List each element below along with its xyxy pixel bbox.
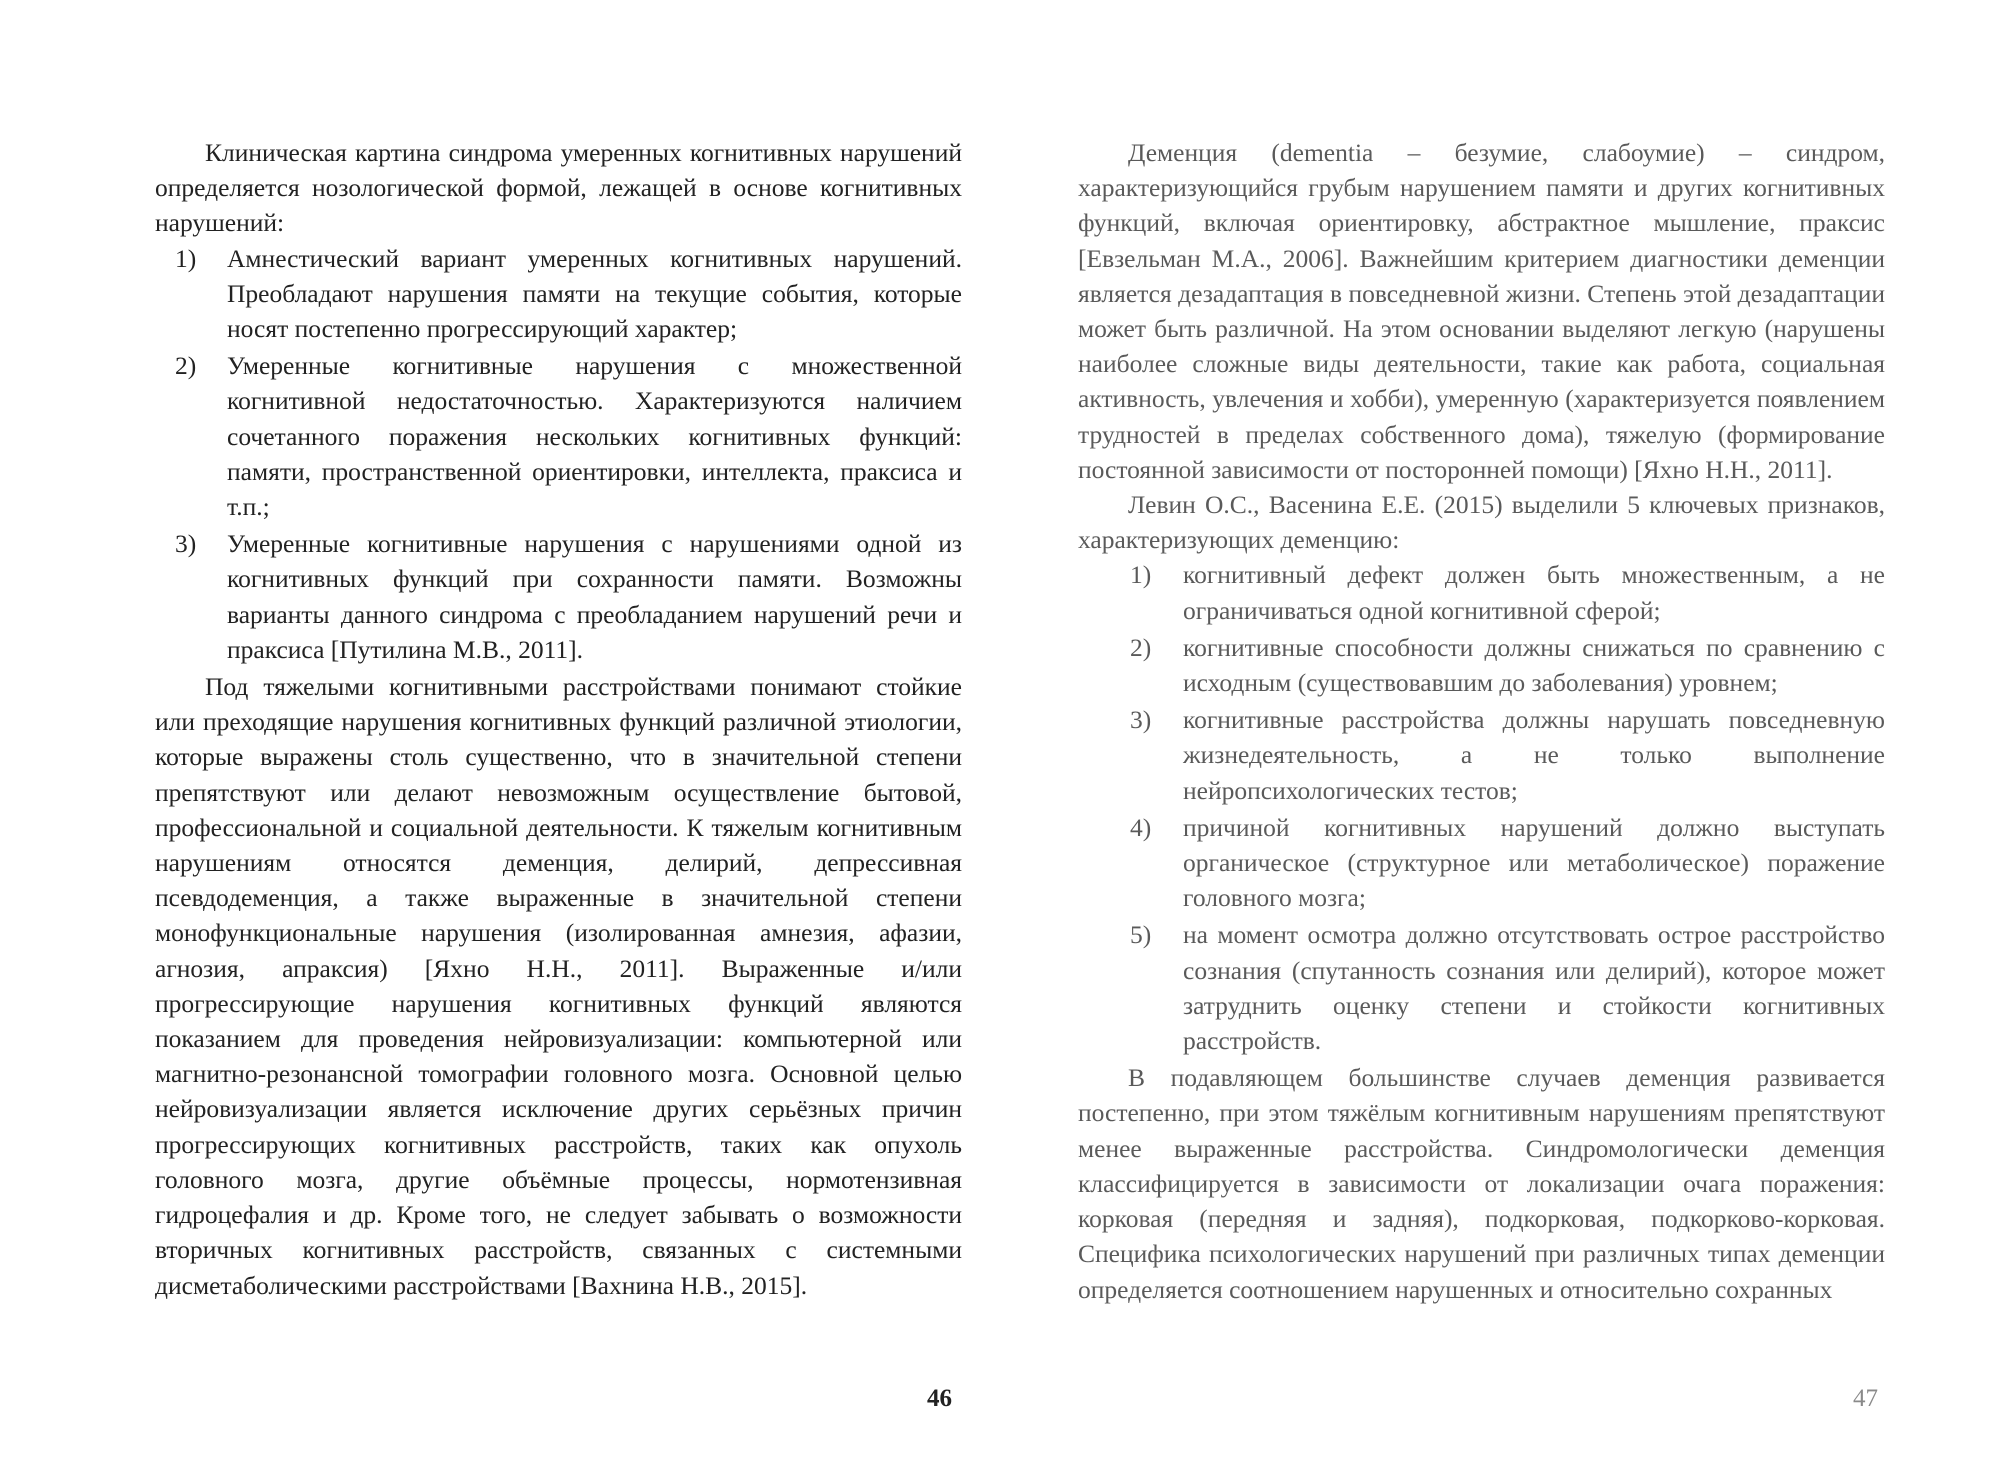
- left-numbered-list: [155, 241, 962, 667]
- list-item-number: 1): [1130, 560, 1152, 590]
- list-item: [1078, 702, 1885, 808]
- right-paragraph-dementia-classification: В подавляющем большинстве случаев деменция развивается постепенно, при этом тяжёлым когнитивным нарушениям препятствуют менее выраженные расстройства. Синдромологически деменция классифицируется в зависимости от локализации очага поражения: корковая (передняя и задняя), подкорковая, подкорково-корковая. Специфика психологических нарушений при различных типах деменции определяется соотношением нарушенных и относительно сохранных: [1078, 1063, 1885, 1304]
- list-item-number: 4): [1130, 812, 1152, 842]
- right-paragraph-criteria-intro: Левин О.С., Васенина Е.Е. (2015) выделили 5 ключевых признаков, характеризующих деменцию:: [1078, 490, 1885, 555]
- list-item-text: Умеренные когнитивные нарушения с множественной когнитивной недостаточностью. Характеризуются наличием сочетанного поражения нескольких когнитивных функций: памяти, пространственной ориентировки, интеллекта, праксиса и т.п.;: [227, 351, 962, 522]
- list-item-text: причиной когнитивных нарушений должно выступать органическое (структурное или метаболическое) поражение головного мозга;: [1183, 812, 1885, 913]
- list-item-number: 3): [1130, 705, 1152, 735]
- list-item: [155, 526, 962, 667]
- list-item-text: когнитивный дефект должен быть множественным, а не ограничиваться одной когнитивной сферой;: [1183, 560, 1885, 625]
- list-item-text: на момент осмотра должно отсутствовать острое расстройство сознания (спутанность сознания или делирий), которое может затруднить оценку степени и стойкости когнитивных расстройств.: [1183, 920, 1885, 1056]
- list-item-text: когнитивные расстройства должны нарушать повседневную жизнедеятельность, а не только выполнение нейропсихологических тестов;: [1183, 705, 1885, 805]
- list-item: [155, 348, 962, 524]
- list-item-number: 1): [175, 243, 197, 273]
- list-item: [1078, 810, 1885, 916]
- list-item: [1078, 917, 1885, 1058]
- list-item-text: Умеренные когнитивные нарушения с нарушениями одной из когнитивных функций при сохранности памяти. Возможны варианты данного синдрома с преобладанием нарушений речи и праксиса [Путилина М.В., 2011].: [227, 529, 962, 664]
- list-item-number: 2): [1130, 632, 1152, 662]
- list-item: [1078, 630, 1885, 700]
- right-page: [1078, 135, 1885, 1307]
- list-item-number: 3): [175, 529, 197, 559]
- list-item-text: Амнестический вариант умеренных когнитивных нарушений. Преобладают нарушения памяти на текущие события, которые носят постепенно прогрессирующий характер;: [227, 243, 962, 344]
- right-paragraph-dementia-definition: Деменция (dementia – безумие, слабоумие) – синдром, характеризующийся грубым нарушением памяти и других когнитивных функций, включая ориентировку, абстрактное мышление, праксис [Евзельман М.А., 2006]. Важнейшим критерием диагностики деменции является дезадаптация в повседневной жизни. Степень этой дезадаптации может быть различной. На этом основании выделяют легкую (нарушены наиболее сложные виды деятельности, такие как работа, социальная активность, увлечения и хобби), умеренную (характеризуется появлением трудностей в пределах собственного дома), тяжелую (формирование постоянной зависимости от посторонней помощи) [Яхно Н.Н., 2011].: [1078, 138, 1885, 484]
- left-page: [155, 135, 962, 1303]
- list-item-number: 5): [1130, 920, 1152, 950]
- left-main-paragraph: Под тяжелыми когнитивными расстройствами понимают стойкие или преходящие нарушения когнитивных функций различной этиологии, которые выражены столь существенно, что в значительной степени препятствуют или делают невозможным осуществление бытовой, профессиональной и социальной деятельности. К тяжелым когнитивным нарушениям относятся деменция, делирий, депрессивная псевдодеменция, а также выраженные в значительной степени монофункциональные нарушения (изолированная амнезия, афазии, агнозия, апраксия) [Яхно Н.Н., 2011]. Выраженные и/или прогрессирующие нарушения когнитивных функций являются показанием для проведения нейровизуализации: компьютерной или магнитно-резонансной томографии головного мозга. Основной целью нейровизуализации является исключение других серьёзных причин прогрессирующих когнитивных расстройств, таких как опухоль головного мозга, другие объёмные процессы, нормотензивная гидроцефалия и др. Кроме того, не следует забывать о возможности вторичных когнитивных расстройств, связанных с системными дисметаболическими расстройствами [Вахнина Н.В., 2015].: [155, 672, 962, 1300]
- left-intro-paragraph: Клиническая картина синдрома умеренных когнитивных нарушений определяется нозологической формой, лежащей в основе когнитивных нарушений:: [155, 138, 962, 238]
- list-item-text: когнитивные способности должны снижаться по сравнению с исходным (существовавшим до заболевания) уровнем;: [1183, 632, 1885, 698]
- list-item: [155, 241, 962, 347]
- list-item-number: 2): [175, 351, 197, 381]
- right-page-number: 47: [1853, 1385, 1878, 1412]
- right-numbered-list: [1078, 557, 1885, 1058]
- list-item: [1078, 557, 1885, 627]
- left-page-number: 46: [927, 1385, 952, 1412]
